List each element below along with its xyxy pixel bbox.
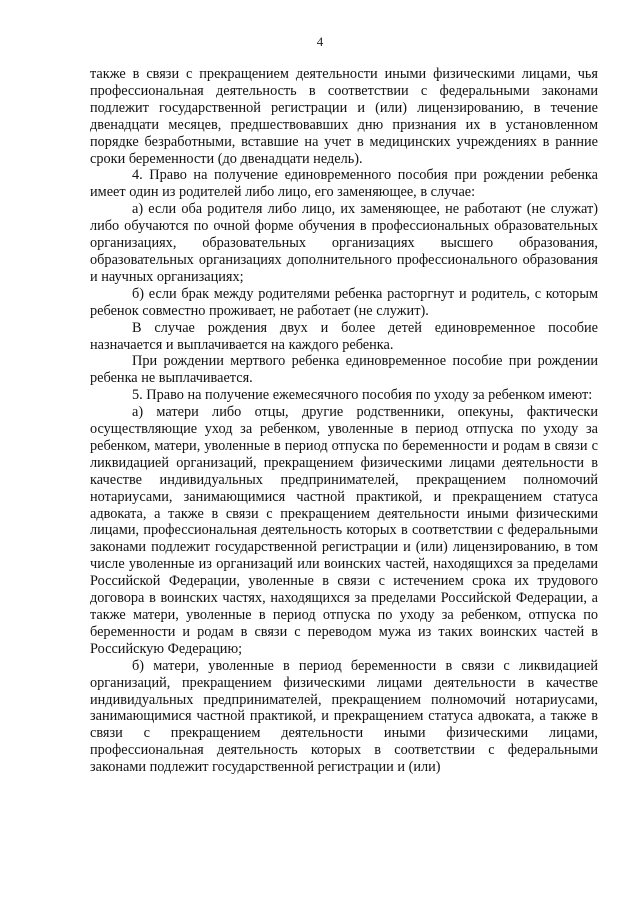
paragraph-item-5b: б) матери, уволенные в период беременности в связи с ликвидацией организаций, прекращением физическими лицами деятельности в качестве индивидуальных предпринимателей, прекращением полномочий нотариусами, занимающимися частной практикой, и прекращением статуса адвоката, а также в связи с прекращением деятельности иными физическими лицами, профессиональная деятельность которых в соответствии с федеральными законами подлежит государственной регистрации и (или)	[90, 657, 598, 776]
paragraph-item-4a: а) если оба родителя либо лицо, их заменяющее, не работают (не служат) либо обучаются по очной форме обучения в профессиональных образовательных организациях, образовательных организациях высшего образования, образовательных организациях дополнительного профессионального образования и научных организациях;	[90, 201, 598, 285]
paragraph-item-4: 4. Право на получение единовременного пособия при рождении ребенка имеет один из родителей либо лицо, его заменяющее, в случае:	[90, 167, 598, 201]
page-number: 4	[316, 34, 324, 49]
paragraph-stillbirth: При рождении мертвого ребенка единовременное пособие при рождении ребенка не выплачивается.	[90, 353, 598, 387]
paragraph-multiple-births: В случае рождения двух и более детей единовременное пособие назначается и выплачивается на каждого ребенка.	[90, 319, 598, 353]
paragraph-item-5: 5. Право на получение ежемесячного пособия по уходу за ребенком имеют:	[132, 387, 593, 404]
document-body	[90, 66, 598, 776]
paragraph-item-4b: б) если брак между родителями ребенка расторгнут и родитель, с которым ребенок совместно проживает, не работает (не служит).	[90, 285, 598, 319]
paragraph-continuation: также в связи с прекращением деятельности иными физическими лицами, чья профессиональная деятельность в соответствии с федеральными законами подлежит государственной регистрации и (или) лицензированию, в течение двенадцати месяцев, предшествовавших дню признания их в установленном порядке безработными, вставшие на учет в медицинских учреждениях в ранние сроки беременности (до двенадцати недель).	[90, 66, 598, 167]
paragraph-item-5a: а) матери либо отцы, другие родственники, опекуны, фактически осуществляющие уход за ребенком, уволенные в период отпуска по уходу за ребенком, матери, уволенные в период отпуска по беременности и родам в связи с ликвидацией организаций, прекращением физическими лицами деятельности в качестве индивидуальных предпринимателей, прекращением полномочий нотариусами, занимающимися частной практикой, и прекращением статуса адвоката, а также в связи с прекращением деятельности иными физическими лицами, профессиональная деятельность которых в соответствии с федеральными законами подлежит государственной регистрации и (или) лицензированию, в том числе уволенные из организаций или воинских частей, находящихся за пределами Российской Федерации, уволенные в связи с истечением срока их трудового договора в воинских частях, находящихся за пределами Российской Федерации, а также матери, уволенные в период отпуска по уходу за ребенком, отпуска по беременности и родам в связи с переводом мужа из таких воинских частей в Российскую Федерацию;	[90, 404, 598, 657]
